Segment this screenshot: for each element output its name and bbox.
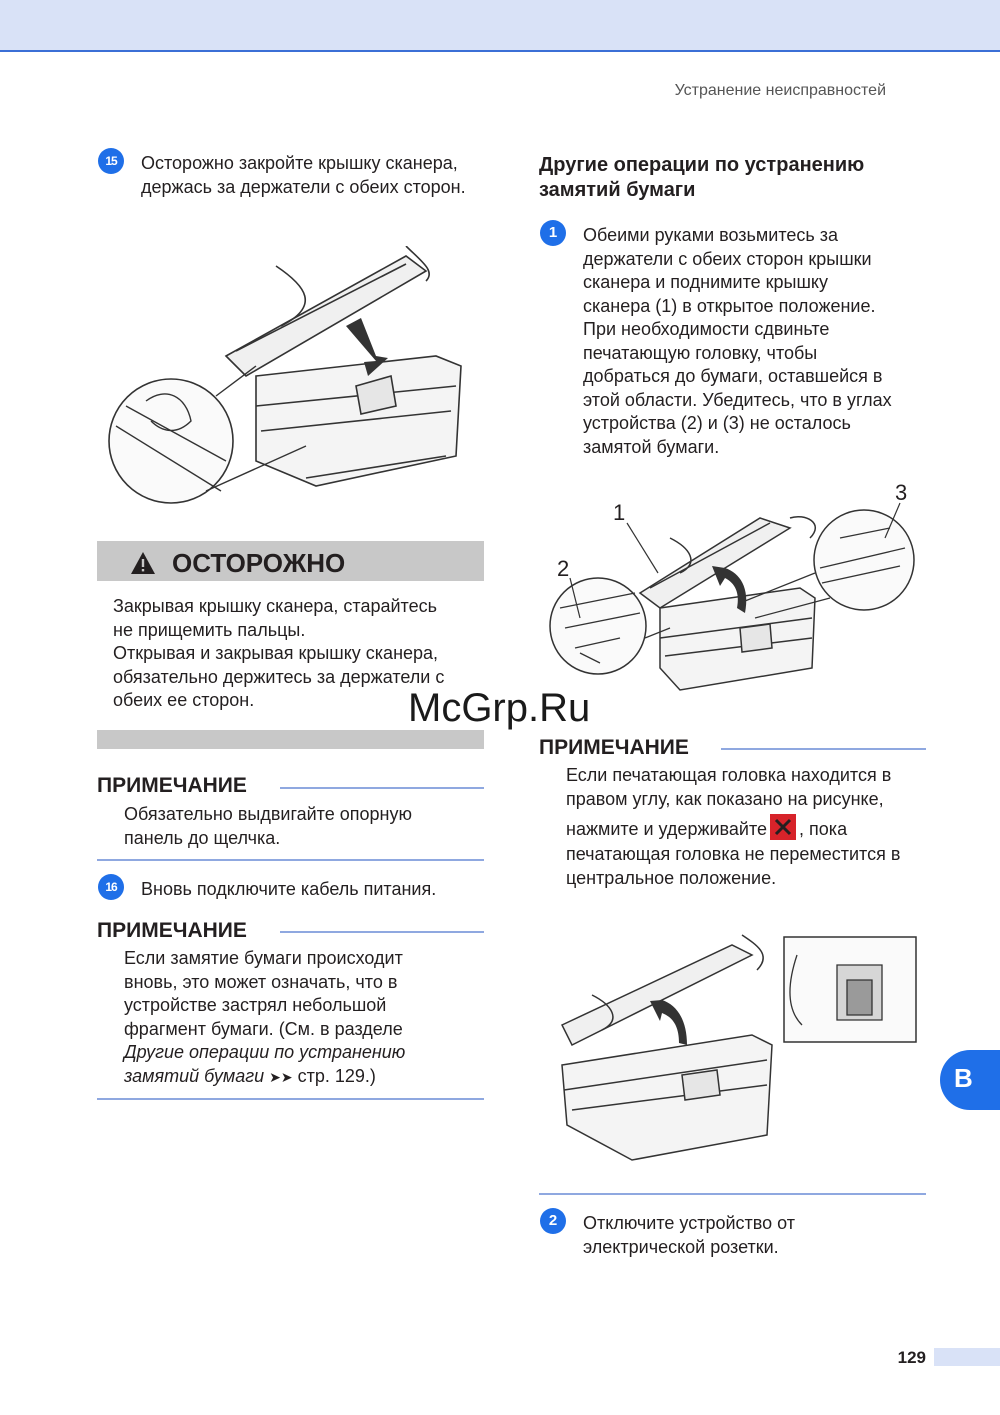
step-15-text: Осторожно закройте крышку сканера, держась за держатели с обеих сторон.	[141, 153, 466, 197]
warning-icon	[130, 551, 156, 575]
note-3-title: ПРИМЕЧАНИЕ	[539, 736, 689, 759]
section-heading: Другие операции по устранению замятий бумаги	[539, 154, 865, 201]
printer-open-illustration	[540, 478, 930, 696]
watermark: McGrp.Ru	[408, 686, 591, 730]
note-2-bottom-rule	[97, 1098, 484, 1100]
appendix-tab: B	[940, 1050, 1000, 1110]
page-number-bar	[934, 1348, 1000, 1366]
note-3-bottom-rule	[539, 1193, 926, 1195]
note-1-bottom-rule	[97, 859, 484, 861]
step-2-badge: 2	[540, 1208, 566, 1234]
caution-text: Закрывая крышку сканера, старайтесь не прищемить пальцы. Открывая и закрывая крышку сканера, обязательно держитесь за держатели с обеих ее сторон.	[113, 596, 445, 710]
step-15-badge: 15	[98, 148, 124, 174]
printhead-illustration	[552, 925, 922, 1165]
note-3-title-rule	[721, 748, 926, 750]
caution-footer-bar	[97, 730, 484, 749]
top-band	[0, 0, 1000, 50]
step-2-text: Отключите устройство от электрической розетки.	[583, 1213, 796, 1257]
page-number: 129	[897, 1348, 926, 1367]
step-1-text: Обеими руками возьмитесь за держатели с обеих сторон крышки сканера и поднимите крышку сканера (1) в открытое положение. При необходимости сдвиньте печатающую головку, чтобы добраться до бумаги, оставшейся в этой области. Убедитесь, что в углах устройства (2) и (3) не осталось замятой бумаги.	[583, 225, 892, 457]
note-1-title-rule	[280, 787, 484, 789]
note-1-title: ПРИМЕЧАНИЕ	[97, 774, 247, 797]
step-16-badge: 16	[98, 874, 124, 900]
callout-1: 1	[613, 500, 626, 525]
caution-title: ОСТОРОЖНО	[172, 548, 346, 578]
note-2-title-rule	[280, 931, 484, 933]
callout-3: 3	[895, 480, 908, 505]
note-1-text: Обязательно выдвигайте опорную панель до щелчка.	[124, 804, 412, 848]
callout-2: 2	[557, 556, 570, 581]
note-2-text: Если замятие бумаги происходит вновь, это может означать, что в устройстве застрял небольшой фрагмент бумаги. (См. в разделе Другие операции по устранению замятий бумаги ➤➤ стр. 129.)	[124, 948, 406, 1086]
top-rule	[0, 50, 1000, 52]
step-16-text: Вновь подключите кабель питания.	[141, 879, 437, 899]
step-1-badge: 1	[540, 220, 566, 246]
stop-x-icon	[770, 814, 796, 840]
note-3-text: Если печатающая головка находится в правом углу, как показано на рисунке, нажмите и удерживайте , пока печатающая головка не переместится в центральное положение.	[566, 765, 901, 888]
note-2-title: ПРИМЕЧАНИЕ	[97, 919, 247, 942]
running-header: Устранение неисправностей	[674, 82, 886, 99]
printer-close-illustration	[106, 246, 476, 516]
